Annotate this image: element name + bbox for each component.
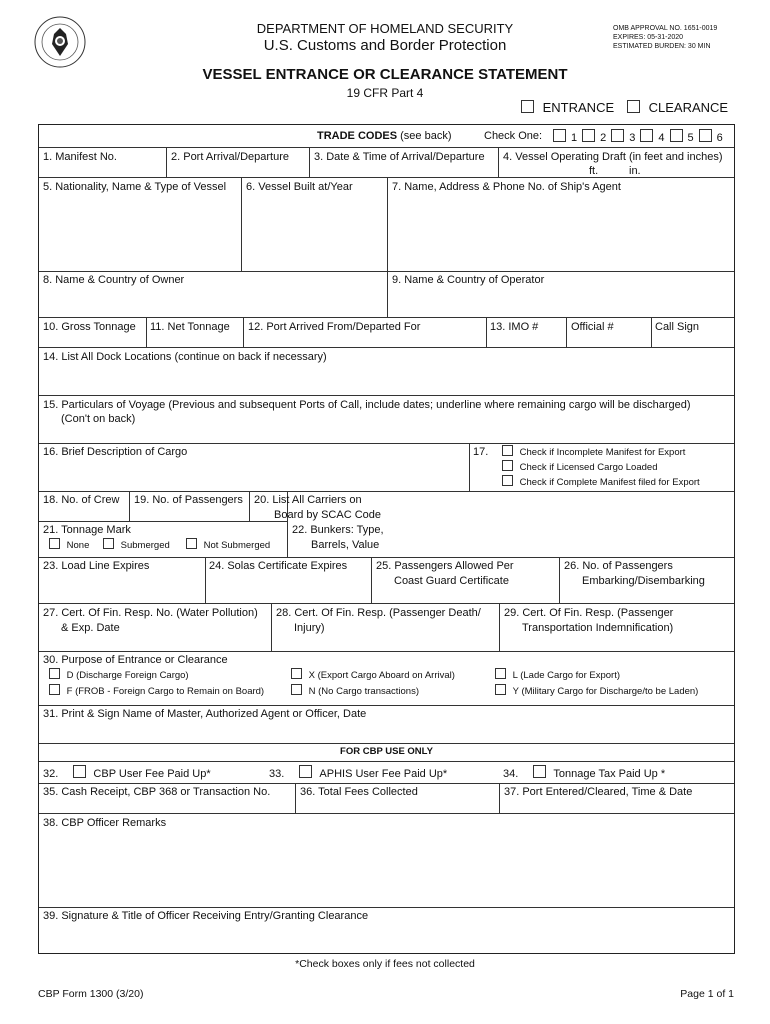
trade-code-option-2[interactable]: 2	[582, 132, 606, 144]
checkbox[interactable]	[299, 765, 312, 778]
checkbox[interactable]	[103, 538, 114, 549]
cbp-use-only-heading: FOR CBP USE ONLY	[340, 746, 433, 757]
omb-approval: OMB APPROVAL NO. 1651-0019 EXPIRES: 05-31-2020 ESTIMATED BURDEN: 30 MIN	[613, 25, 718, 50]
clearance-checkbox[interactable]	[627, 100, 640, 113]
field-33-aphis-user-fee[interactable]: 33. APHIS User Fee Paid Up*	[269, 765, 447, 781]
purpose-n-option[interactable]: N (No Cargo transactions)	[291, 684, 419, 699]
field-30-purpose: 30. Purpose of Entrance or Clearance	[43, 654, 228, 666]
field-call-sign[interactable]: Call Sign	[655, 321, 700, 333]
field-20-carriers[interactable]: 20. List All Carriers on	[254, 494, 362, 506]
checkbox[interactable]	[670, 129, 683, 142]
draft-in-unit: in.	[629, 165, 641, 177]
field-17b-licensed-cargo[interactable]: Check if Licensed Cargo Loaded	[502, 460, 657, 475]
field-21-tonnage-mark: 21. Tonnage Mark	[43, 524, 131, 536]
field-28-passenger-death[interactable]: 28. Cert. Of Fin. Resp. (Passenger Death/	[276, 607, 481, 619]
field-11-net-tonnage[interactable]: 11. Net Tonnage	[150, 321, 230, 333]
checkbox[interactable]	[553, 129, 566, 142]
department-name: DEPARTMENT OF HOMELAND SECURITY	[256, 21, 514, 36]
field-12-port-from[interactable]: 12. Port Arrived From/Departed For	[248, 321, 421, 333]
field-28-line2: Injury)	[294, 622, 325, 634]
field-39-officer-signature[interactable]: 39. Signature & Title of Officer Receiving Entry/Granting Clearance	[43, 910, 369, 922]
checkbox[interactable]	[611, 129, 624, 142]
field-9-operator[interactable]: 9. Name & Country of Operator	[392, 274, 545, 286]
field-23-load-line[interactable]: 23. Load Line Expires	[43, 560, 150, 572]
checkbox[interactable]	[495, 684, 506, 695]
checkbox[interactable]	[291, 684, 302, 695]
checkbox[interactable]	[533, 765, 546, 778]
checkbox[interactable]	[73, 765, 86, 778]
fee-note: *Check boxes only if fees not collected	[295, 958, 475, 970]
purpose-l-option[interactable]: L (Lade Cargo for Export)	[495, 668, 620, 683]
field-22-bunkers[interactable]: 22. Bunkers: Type,	[292, 524, 384, 536]
trade-code-option-6[interactable]: 6	[699, 132, 723, 144]
field-16-cargo[interactable]: 16. Brief Description of Cargo	[43, 446, 188, 458]
field-13-imo[interactable]: 13. IMO #	[490, 321, 539, 333]
entrance-checkbox[interactable]	[521, 100, 534, 113]
checkbox[interactable]	[699, 129, 712, 142]
form-grid	[38, 124, 735, 954]
field-10-gross-tonnage[interactable]: 10. Gross Tonnage	[43, 321, 136, 333]
field-20-carriers-line2: Board by SCAC Code	[274, 509, 381, 521]
field-27-water-pollution[interactable]: 27. Cert. Of Fin. Resp. No. (Water Pollution)	[43, 607, 258, 619]
field-1-manifest-no[interactable]: 1. Manifest No.	[43, 151, 117, 163]
field-17-label: 17.	[473, 446, 489, 458]
field-15-voyage[interactable]: 15. Particulars of Voyage (Previous and subsequent Ports of Call, include dates; underline where remaining cargo will be discharged)	[43, 399, 691, 411]
field-26-embarking[interactable]: 26. No. of Passengers	[564, 560, 673, 572]
field-24-solas[interactable]: 24. Solas Certificate Expires	[209, 560, 348, 572]
field-7-agent[interactable]: 7. Name, Address & Phone No. of Ship's Agent	[392, 181, 621, 193]
field-27-line2: & Exp. Date	[61, 622, 120, 634]
field-29-indemnification[interactable]: 29. Cert. Of Fin. Resp. (Passenger	[504, 607, 674, 619]
checkbox[interactable]	[186, 538, 197, 549]
field-17c-complete-manifest[interactable]: Check if Complete Manifest filed for Export	[502, 475, 700, 490]
checkbox[interactable]	[502, 475, 513, 486]
field-5-nationality[interactable]: 5. Nationality, Name & Type of Vessel	[43, 181, 227, 193]
trade-code-options	[553, 129, 728, 145]
checkbox[interactable]	[502, 460, 513, 471]
field-25-line2: Coast Guard Certificate	[394, 575, 509, 587]
checkbox[interactable]	[49, 668, 60, 679]
field-6-built[interactable]: 6. Vessel Built at/Year	[246, 181, 353, 193]
field-37-port-entered[interactable]: 37. Port Entered/Cleared, Time & Date	[504, 786, 693, 798]
checkbox[interactable]	[640, 129, 653, 142]
purpose-d-option[interactable]: D (Discharge Foreign Cargo)	[49, 668, 189, 683]
checkbox[interactable]	[582, 129, 595, 142]
page-number: Page 1 of 1	[680, 988, 734, 1000]
field-18-crew[interactable]: 18. No. of Crew	[43, 494, 120, 506]
trade-code-option-1[interactable]: 1	[553, 132, 577, 144]
field-4-draft[interactable]: 4. Vessel Operating Draft (in feet and inches)	[503, 151, 723, 163]
field-official-no[interactable]: Official #	[571, 321, 614, 333]
entrance-option[interactable]: ENTRANCE	[521, 100, 614, 115]
form-title: VESSEL ENTRANCE OR CLEARANCE STATEMENT	[202, 66, 568, 83]
field-25-passengers-allowed[interactable]: 25. Passengers Allowed Per	[376, 560, 514, 572]
field-22-bunkers-line2: Barrels, Value	[311, 539, 380, 551]
tonnage-submerged-option[interactable]: Submerged	[103, 538, 170, 553]
field-19-passengers[interactable]: 19. No. of Passengers	[134, 494, 243, 506]
field-8-owner[interactable]: 8. Name & Country of Owner	[43, 274, 185, 286]
checkbox[interactable]	[502, 445, 513, 456]
cfr-reference: 19 CFR Part 4	[346, 86, 424, 100]
field-34-tonnage-tax[interactable]: 34. Tonnage Tax Paid Up *	[503, 765, 665, 781]
dhs-seal-icon	[34, 16, 86, 68]
trade-codes-label: TRADE CODES (see back)	[317, 130, 452, 142]
field-29-line2: Transportation Indemnification)	[522, 622, 674, 634]
purpose-y-option[interactable]: Y (Military Cargo for Discharge/to be Laden)	[495, 684, 698, 699]
field-31-signature-master[interactable]: 31. Print & Sign Name of Master, Authorized Agent or Officer, Date	[43, 708, 367, 720]
field-14-dock-locations[interactable]: 14. List All Dock Locations (continue on back if necessary)	[43, 351, 327, 363]
trade-code-option-3[interactable]: 3	[611, 132, 635, 144]
field-38-officer-remarks[interactable]: 38. CBP Officer Remarks	[43, 817, 167, 829]
check-one-label: Check One:	[484, 130, 543, 142]
checkbox[interactable]	[49, 684, 60, 695]
field-35-cash-receipt[interactable]: 35. Cash Receipt, CBP 368 or Transaction No.	[43, 786, 271, 798]
draft-ft-unit: ft.	[589, 165, 599, 177]
trade-code-option-5[interactable]: 5	[670, 132, 694, 144]
field-2-port[interactable]: 2. Port Arrival/Departure	[171, 151, 289, 163]
field-15-continued: (Con't on back)	[61, 413, 136, 425]
checkbox[interactable]	[291, 668, 302, 679]
purpose-x-option[interactable]: X (Export Cargo Aboard on Arrival)	[291, 668, 455, 683]
purpose-f-option[interactable]: F (FROB - Foreign Cargo to Remain on Board)	[49, 684, 264, 699]
tonnage-not-submerged-option[interactable]: Not Submerged	[186, 538, 270, 553]
checkbox[interactable]	[495, 668, 506, 679]
field-17a-incomplete-manifest[interactable]: Check if Incomplete Manifest for Export	[502, 445, 685, 460]
field-3-date-time[interactable]: 3. Date & Time of Arrival/Departure	[314, 151, 485, 163]
field-36-total-fees[interactable]: 36. Total Fees Collected	[300, 786, 418, 798]
field-32-cbp-user-fee[interactable]: 32. CBP User Fee Paid Up*	[43, 765, 211, 781]
agency-name: U.S. Customs and Border Protection	[263, 37, 507, 54]
field-26-line2: Embarking/Disembarking	[582, 575, 705, 587]
checkbox[interactable]	[49, 538, 60, 549]
clearance-option[interactable]: CLEARANCE	[627, 100, 728, 115]
form-number: CBP Form 1300 (3/20)	[38, 988, 144, 1000]
tonnage-none-option[interactable]: None	[49, 538, 89, 553]
trade-code-option-4[interactable]: 4	[640, 132, 664, 144]
